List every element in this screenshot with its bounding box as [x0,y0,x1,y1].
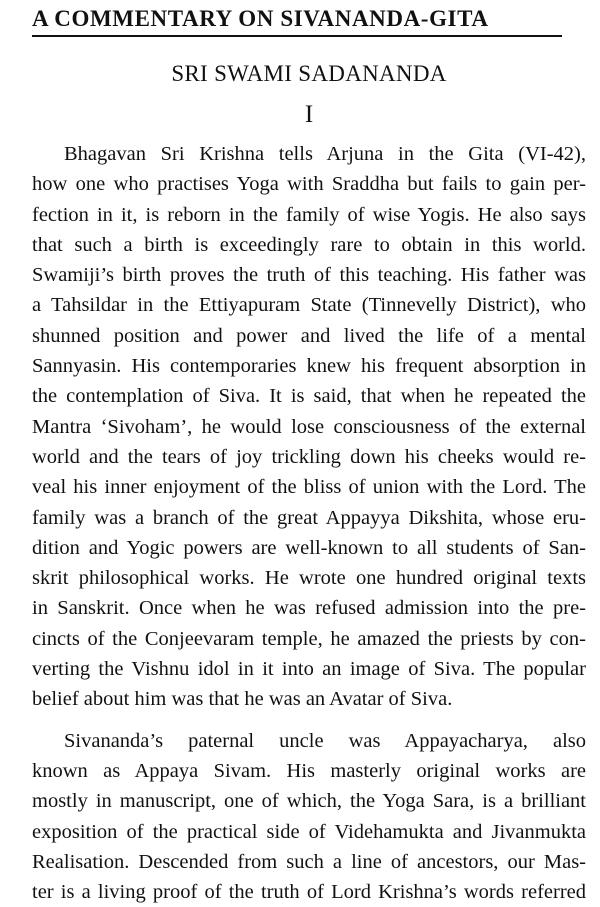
author-heading: SRI SWAMI SADANANDA [171,61,447,86]
text-line: family was a branch of the great Appayya Dikshita, whose eru- [32,506,586,529]
text-line: Realisation. Descended from such a line of ancestors, our Mas- [32,850,586,873]
section-numeral: I [304,101,314,128]
paragraph-2 [32,726,586,907]
text-line: the contemplation of Siva. It is said, that when he repeated the [32,385,586,408]
text-line: verting the Vishnu idol in it into an image of Siva. The popular [32,658,586,681]
text-line: known as Appaya Sivam. His masterly original works are [32,759,586,782]
text-line: a Tahsildar in the Ettiyapuram State (Tinnevelly District), who [32,294,586,317]
text-line: world and the tears of joy trickling down his cheeks would re- [32,445,586,468]
text-line: fection in it, is reborn in the family of wise Yogis. He also says [32,203,586,226]
text-line: Sannyasin. His contemporaries knew his frequent absorption in [32,355,586,378]
text-line: Swamiji’s birth proves the truth of this teaching. His father was [32,264,586,287]
text-line: that such a birth is exceedingly rare to obtain in this world. [32,233,586,256]
text-line: Bhagavan Sri Krishna tells Arjuna in the Gita (VI-42), [64,143,586,165]
text-line: how one who practises Yoga with Sraddha but fails to gain per- [32,173,586,196]
text-line: dition and Yogic powers are well-known to all students of San- [32,536,586,559]
running-header-title: A COMMENTARY ON SIVANANDA-GITA [32,6,489,31]
text-line: in Sanskrit. Once when he was refused admission into the pre- [32,597,586,620]
text-line: shunned position and power and lived the life of a mental [32,324,586,347]
text-line: belief about him was that he was an Avatar of Siva. [32,688,453,711]
paragraph-1 [32,139,586,715]
text-line: Sivananda’s paternal uncle was Appayacharya, also [64,729,586,752]
header-underline [32,35,562,37]
text-line: cincts of the Conjeevaram temple, he amazed the priests by con- [32,627,586,650]
text-line: exposition of the practical side of Videhamukta and Jivanmukta [32,820,586,843]
document-page [0,4,600,904]
text-line: Mantra ‘Sivoham’, he would lose consciousness of the external [32,415,586,438]
text-line: veal his inner enjoyment of the bliss of union with the Lord. The [32,476,586,499]
text-line: ter is a living proof of the truth of Lord Krishna’s words referred [32,881,586,904]
body-text [32,139,586,907]
text-line: skrit philosophical works. He wrote one hundred original texts [32,567,586,590]
text-line: mostly in manuscript, one of which, the Yoga Sara, is a brilliant [32,790,586,813]
